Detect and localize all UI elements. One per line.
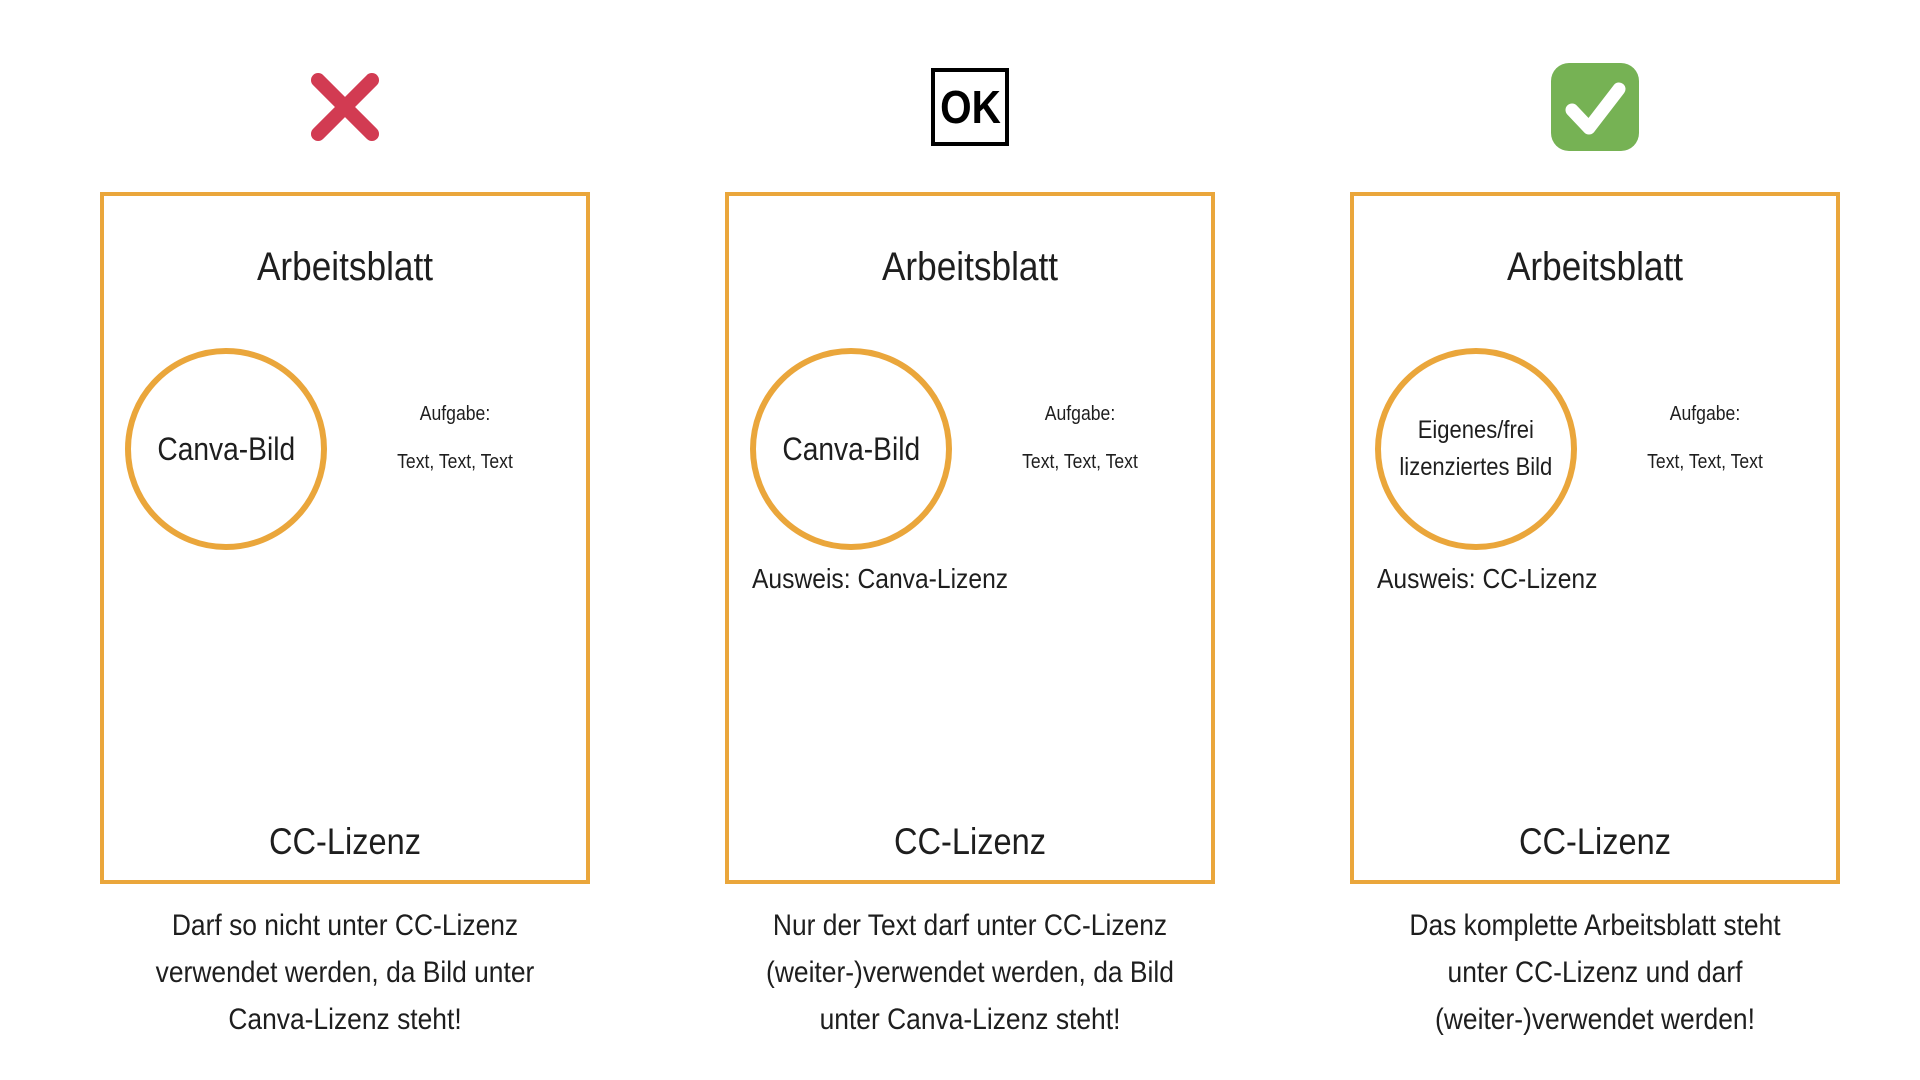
caption xyxy=(725,902,1215,1043)
caption-line: Canva-Lizenz steht! xyxy=(228,1003,462,1036)
image-label xyxy=(782,429,920,469)
caption xyxy=(1350,902,1840,1043)
caption-line: (weiter-)verwendet werden! xyxy=(1435,1003,1755,1036)
license-note: Ausweis: CC-Lizenz xyxy=(1377,563,1598,594)
status-row xyxy=(100,0,590,192)
license-footer: CC-Lizenz xyxy=(894,821,1046,862)
worksheet-card xyxy=(100,192,590,884)
image-label-line: lizenziertes Bild xyxy=(1399,453,1553,481)
cross-icon xyxy=(303,65,387,149)
ok-label: OK xyxy=(939,81,1001,133)
caption-line: unter CC-Lizenz und darf xyxy=(1447,956,1743,989)
worksheet-title: Arbeitsblatt xyxy=(1506,245,1684,289)
task-block xyxy=(1630,402,1780,474)
image-label-line: Canva-Bild xyxy=(782,431,920,467)
task-text: Text, Text, Text xyxy=(1022,451,1138,473)
task-label: Aufgabe: xyxy=(1669,403,1741,425)
panel-canva-image-forbidden xyxy=(100,0,590,1043)
check-icon xyxy=(1551,63,1639,151)
caption-line: Das komplette Arbeitsblatt steht xyxy=(1409,909,1781,942)
task-block xyxy=(380,402,530,474)
caption-line: unter Canva-Lizenz steht! xyxy=(819,1003,1121,1036)
task-text: Text, Text, Text xyxy=(397,451,513,473)
caption-line: verwendet werden, da Bild unter xyxy=(155,956,535,989)
status-row xyxy=(725,0,1215,192)
caption xyxy=(100,902,590,1043)
license-footer: CC-Lizenz xyxy=(269,821,421,862)
worksheet-card xyxy=(1350,192,1840,884)
status-row xyxy=(1350,0,1840,192)
worksheet-title: Arbeitsblatt xyxy=(881,245,1059,289)
image-placeholder-circle xyxy=(125,348,327,550)
task-text: Text, Text, Text xyxy=(1647,451,1763,473)
license-footer: CC-Lizenz xyxy=(1519,821,1671,862)
image-label-line: Eigenes/frei xyxy=(1417,416,1535,444)
image-placeholder-circle xyxy=(1375,348,1577,550)
license-note: Ausweis: Canva-Lizenz xyxy=(752,563,1009,594)
worksheet-title: Arbeitsblatt xyxy=(256,245,434,289)
check-badge xyxy=(1551,63,1639,151)
caption-line: (weiter-)verwendet werden, da Bild xyxy=(766,956,1174,989)
panel-text-only-ok xyxy=(725,0,1215,1043)
caption-line: Nur der Text darf unter CC-Lizenz xyxy=(772,909,1168,942)
task-label: Aufgabe: xyxy=(1044,403,1116,425)
task-label: Aufgabe: xyxy=(419,403,491,425)
image-label-line: Canva-Bild xyxy=(157,431,295,467)
image-placeholder-circle xyxy=(750,348,952,550)
image-label xyxy=(1400,412,1553,486)
panel-fully-allowed xyxy=(1350,0,1840,1043)
caption-line: Darf so nicht unter CC-Lizenz xyxy=(171,909,519,942)
task-block xyxy=(1005,402,1155,474)
image-label xyxy=(157,429,295,469)
worksheet-card xyxy=(725,192,1215,884)
ok-badge xyxy=(931,68,1009,146)
